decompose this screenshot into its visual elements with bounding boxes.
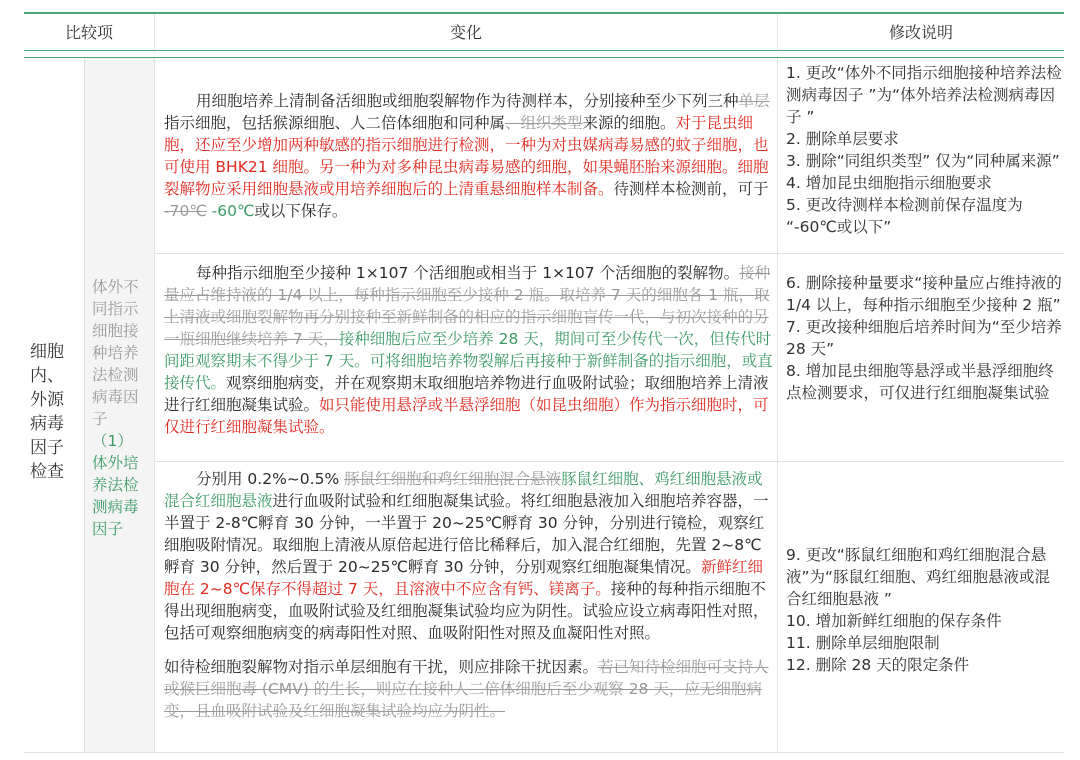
text: 如待检细胞裂解物对指示单层细胞有干扰，则应排除干扰因素。 [164,658,599,676]
note-item: 1. 更改“体外不同指示细胞接种培养法检测病毒因子 ”为“体外培养法检测病毒因子 ” [786,64,1062,126]
text: 分别用 0.2%~0.5% [196,470,345,488]
text: 每种指示细胞至少接种 1×107 个活细胞或相当于 1×107 个活细胞的裂解物。 [196,264,740,282]
text: 指示细胞，包括猴源细胞、人二倍体细胞和同种属 [164,114,506,132]
deleted-text: 接种量应占维持液的 1/4 以上，每种指示细胞至少接种 2 瓶。取培养 7 天的细胞各 1 瓶，取上清液或细胞裂解物再分别接种至新鲜制备的相应的指示细胞盲传一代，与初次接种的另一瓶细胞继续培养 7 天， [164,264,771,348]
header-col-note: 修改说明 [888,22,953,42]
header-divider-2 [777,14,778,50]
changed-text: 豚鼠红细胞、鸡红细胞悬液或混合红细胞悬液 [164,470,763,510]
header-divider-1 [154,14,155,50]
new-item-name: 体外培养法检测病毒因子 [92,454,139,538]
note-item: 3. 删除“同组织类型” 仅为“同种属来源” [786,152,1060,170]
header-col-change: 变化 [449,22,482,42]
deleted-text: 若已知待检细胞可支持人或猴巨细胞毒 (CMV) 的生长，则应在接种人二倍体细胞后至少观察 28 天，应无细胞病变，且血吸附试验及红细胞凝集试验均应为阴性。 [164,658,769,720]
change-cell-2 [164,262,774,438]
old-item-name: 体外不同指示细胞接种培养法检测病毒因子 [92,278,139,428]
note-item: 8. 增加昆虫细胞等悬浮或半悬浮细胞终点检测要求，可仅进行红细胞凝集试验 [786,362,1054,402]
text: 接种的每种指示细胞不得出现细胞病变，血吸附试验及红细胞凝集试验均应为阴性。试验应设立病毒阳性对照，包括可观察细胞病变的病毒阳性对照、血吸附阳性对照及血凝阳性对照。 [164,580,769,642]
header-col-item: 比较项 [64,22,113,42]
note-item: 11. 删除单层细胞限制 [786,634,940,652]
divider-note [777,58,778,752]
note-item: 9. 更改“豚鼠红细胞和鸡红细胞混合悬液”为“豚鼠红细胞、鸡红细胞悬液或混合红细胞悬液 ” [786,546,1051,608]
change-cell-3 [164,468,774,722]
added-text: 如只能使用悬浮或半悬浮细胞（如昆虫细胞）作为指示细胞时，可仅进行红细胞凝集试验。 [164,396,769,436]
note-item: 7. 更改接种细胞后培养时间为“至少培养 28 天” [786,318,1062,358]
header-rule [24,50,1064,51]
note-item: 2. 删除单层要求 [786,130,899,148]
text: 观察细胞病变，并在观察期末取细胞培养物进行血吸附试验；取细胞培养上清液进行红细胞凝集试验。 [164,374,769,414]
text: 来源的细胞。 [582,114,676,132]
note-item: 5. 更改待测样本检测前保存温度为 “-60℃或以下” [786,196,1023,236]
deleted-text: -70℃ [164,202,207,220]
notes-cell-2 [786,272,1062,404]
divider-change [154,58,155,752]
note-item: 12. 删除 28 天的限定条件 [786,656,970,674]
notes-cell-1 [786,62,1062,238]
deleted-text: 单层 [738,92,770,110]
header-rule-2 [24,57,1064,58]
text: 或以下保存。 [254,202,348,220]
row-sep-2 [155,461,1064,462]
notes-cell-3 [786,544,1062,676]
category-label: 细胞内、外源病毒因子检查 [30,342,64,482]
added-text: 新鲜红细胞在 2~8℃保存不得超过 7 天，且溶液中不应含有钙、镁离子。 [164,558,763,598]
changed-text: -60℃ [206,202,255,220]
deleted-text: 豚鼠红细胞和鸡红细胞混合悬液 [344,470,562,488]
divider-side [84,58,85,752]
added-text: 对于昆虫细胞，还应至少增加两种敏感的指示细胞进行检测，一种为对虫媒病毒易感的蚊子细胞，也可使用 BHK21 细胞。另一种为对多种昆虫病毒易感的细胞，如果蝇胚胎来源细胞。细胞裂解物应采用细胞悬液或用培养细胞后的上清重悬细胞样本制备。 [164,114,769,198]
item-name [92,276,150,540]
note-item: 10. 增加新鲜红细胞的保存条件 [786,612,1002,630]
text: 待测样本检测前，可于 [613,180,769,198]
note-item: 4. 增加昆虫细胞指示细胞要求 [786,174,992,192]
text: 用细胞培养上清制备活细胞或细胞裂解物作为待测样本，分别接种至少下列三种 [196,92,739,110]
text: 进行血吸附试验和红细胞凝集试验。将红细胞悬液加入细胞培养容器，一半置于 2-8℃孵育 30 分钟，一半置于 20~25℃孵育 30 分钟，分别进行镜检，观察红细胞吸附情况。取细胞上清液从原倍起进行倍比稀释后，加入混合红细胞，先置 2~8℃孵育 30 分钟，然后置于 20~25℃孵育 30 分钟，分别观察红细胞凝集情况。 [164,492,769,576]
note-item: 6. 删除接种量要求“接种量应占维持液的 1/4 以上，每种指示细胞至少接种 2 瓶” [786,274,1062,314]
deleted-text: 、组织类型 [505,114,583,132]
row-sep-1 [155,253,1064,254]
changed-text: 接种细胞后应至少培养 28 天，期间可至少传代一次，但传代时间距观察期末不得少于 7 天。可将细胞培养物裂解后再接种于新鲜制备的指示细胞，或直接传代。 [164,330,773,392]
bottom-rule [24,752,1064,753]
change-cell-1 [164,90,774,222]
new-item-prefix: （1） [92,432,133,450]
